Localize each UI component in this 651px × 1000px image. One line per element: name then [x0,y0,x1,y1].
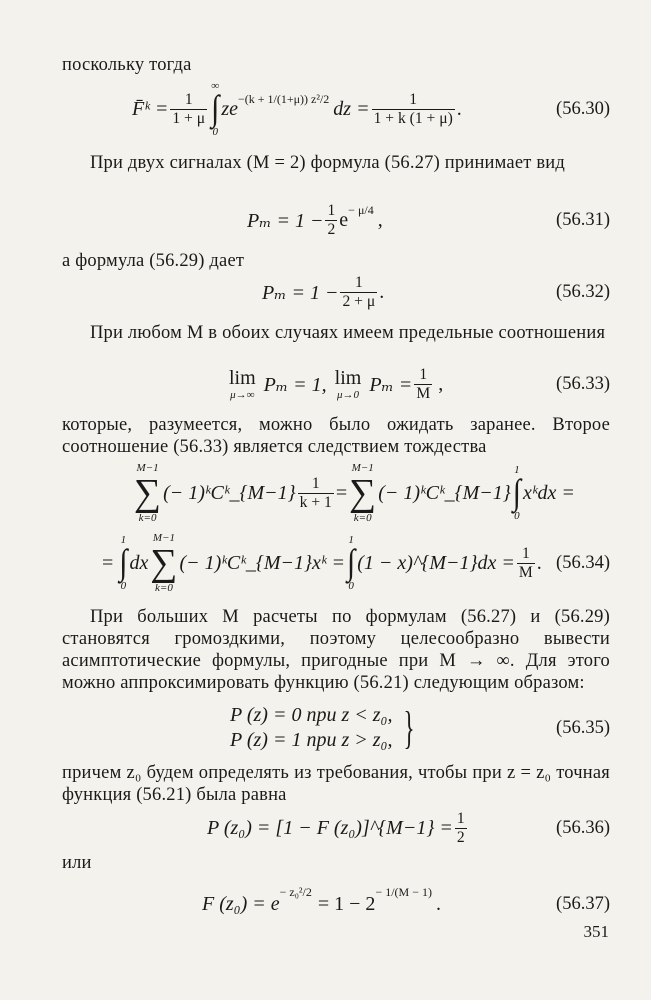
integral-sign: ∞ ∫ 0 [211,80,220,138]
fraction: $\frac{1}{M}$ [416,365,431,402]
equation-number: (56.31) [556,209,610,230]
fraction: $\frac{1}{2 + \mu}$ [342,273,376,310]
sum-sign: M−1 ∑ k=0 [150,532,178,594]
fraction: $\frac{1}{1 + k (1 + \mu)}$ [373,90,453,127]
integral-sign: 1 ∫ 0 [512,464,521,522]
paragraph-large-m: При больших M расчеты по формулам (56.27) и (56.29) становятся громоздкими, поэтому целесообразно вывести асимптотические формулы, пригодные при M → ∞. Для этого можно аппроксимировать функцию (56.21) следующим образом: [62,607,610,693]
exponent: −(k + 1/(1+μ)) z²/2 [237,91,330,106]
equation-56-37: F (z₀) = e $^{- z_0^2/2}$ = 1 − 2 $^{- 1/(M - 1)}$ . (56.37) [62,878,610,930]
equation-56-34-line1: M−1 ∑ k=0 (− 1)ᵏCᵏ_{M−1} $\frac{1}{k + 1}$ = M−1 ∑ k=0 (− 1)ᵏCᵏ_{M−1} 1 ∫ 0 xᵏdx = [134,462,575,524]
integrand: ze [221,97,238,120]
equation-number: (56.30) [556,98,610,119]
paragraph-intro: поскольку тогда [62,55,192,75]
equation-56-35 [62,702,610,754]
fraction: $\frac{1}{2}$ [456,809,465,846]
integral-sign: 1 ∫ 0 [347,534,356,592]
equation-number: (56.34) [556,552,610,573]
limit-operator: lim μ→∞ [229,367,256,401]
paragraph-z0-requirement: причем z₀ будем определять из требования, чтобы при z = z₀ точная функция (56.21) была равна [62,763,610,805]
fraction: $\frac{1}{1 + \mu}$ [172,90,206,127]
page-number: 351 [583,922,609,941]
equation-56-32: Pₘ = 1 − $\frac{1}{2 + \mu}$ . (56.32) [62,272,610,312]
integral-sign: 1 ∫ 0 [119,534,128,592]
paragraph-formula-gives: а формула (56.29) дает [62,251,245,271]
limit-operator: lim μ→0 [334,367,362,401]
equation-number: (56.36) [556,817,610,838]
equation-56-34-line2: = 1 ∫ 0 dx M−1 ∑ k=0 (− 1)ᵏCᵏ_{M−1}xᵏ = 1 ∫ 0 (1 − x)^{M−1}dx = $\frac{1}{M}$ . (56.34) [102,532,610,594]
sum-sign: M−1 ∑ k=0 [134,462,162,524]
fraction: $\frac{1}{k + 1}$ [299,474,332,511]
equation-number: (56.35) [556,717,610,738]
right-brace: } [404,702,416,753]
equation-56-36: P (z₀) = [1 − F (z₀)]^{M−1} = $\frac{1}{2}$ (56.36) [62,808,610,848]
equation-number: (56.33) [556,373,610,394]
equation-number: (56.32) [556,281,610,302]
fraction: $\frac{1}{M}$ [518,544,533,581]
equation-number: (56.37) [556,893,610,914]
equation-56-30: F̄ᵏ = $\frac{1}{1 + \mu}$ ∞ ∫ 0 ze $^{-(k + 1/(1+\mu)) z^2/2}$ dz = $\frac{1}{1 + k (1 + \mu)}$ . (56.30) [132,80,610,138]
eq-lhs: F̄ᵏ = [132,97,169,120]
sum-sign: M−1 ∑ k=0 [349,462,377,524]
equation-56-33: lim μ→∞ Pₘ = 1, lim μ→0 Pₘ = $\frac{1}{M}$ , (56.33) [62,362,610,406]
paragraph-second-relation: которые, разумеется, можно было ожидать заранее. Второе соотношение (56.33) является следствием тождества [62,415,610,457]
cases-block: P (z) = 0 при z < z₀, P (z) = 1 при z > z₀, [230,704,393,751]
paragraph-two-signals: При двух сигналах (M = 2) формула (56.27) принимает вид [90,153,565,173]
fraction: $\frac{1}{2}$ [327,201,336,238]
paragraph-or: или [62,853,92,873]
equation-56-31: Pₘ = 1 − $\frac{1}{2}$ e $^{- \mu/4}$ , (56.31) [62,200,610,240]
paragraph-limit-relations: При любом M в обоих случаях имеем предельные соотношения [90,323,606,343]
